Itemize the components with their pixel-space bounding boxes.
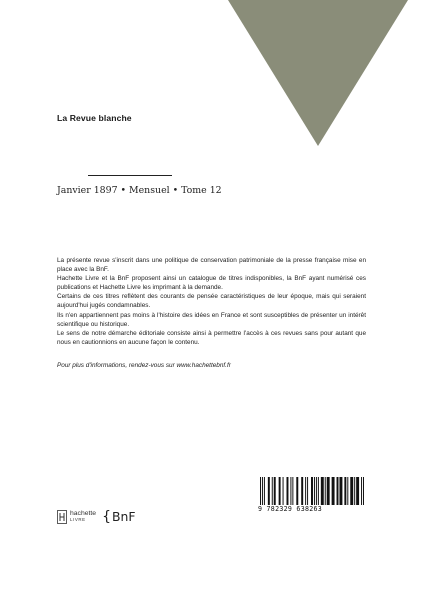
notice-paragraph: Hachette Livre et la BnF proposent ainsi un catalogue de titres indisponibles, la BnF ayant numérisé ces publications et Hachette Livre les imprimant à la demande. bbox=[57, 275, 366, 292]
notice-paragraph: Certains de ces titres reflètent des courants de pensée caractéristiques de leur époque, mais qui seraient aujourd'hui jugés condamnables. bbox=[57, 293, 366, 310]
barcode-bar bbox=[350, 477, 353, 505]
barcode-bar bbox=[321, 477, 324, 505]
barcode-bar bbox=[264, 477, 265, 505]
barcode-bar bbox=[311, 477, 313, 505]
barcode-bar bbox=[356, 477, 359, 505]
isbn-number: 9 782329 638263 bbox=[258, 505, 323, 513]
barcode-bar bbox=[260, 477, 261, 505]
barcode-bar bbox=[305, 477, 306, 505]
notice-paragraph: Le sens de notre démarche éditoriale consiste ainsi à permettre l'accès à ces revues sans pour autant que nous en cautionnions en aucune façon le contenu. bbox=[57, 329, 366, 346]
barcode-bar bbox=[339, 477, 342, 505]
barcode-bar bbox=[272, 477, 273, 505]
isbn-barcode bbox=[258, 474, 366, 516]
barcode-bar bbox=[268, 477, 270, 505]
notice-paragraph: Ils n'en appartiennent pas moins à l'histoire des idées en France et sont susceptibles de présenter un intérêt scientifique ou historique. bbox=[57, 311, 366, 328]
hachette-h-icon bbox=[57, 510, 67, 524]
more-info-text: Pour plus d'informations, rendez-vous sur www.hachettebnf.fr bbox=[57, 362, 231, 369]
barcode-bar bbox=[307, 477, 308, 505]
barcode-bar bbox=[332, 477, 335, 505]
barcode-bar bbox=[347, 477, 348, 505]
hachette-livre-label: LIVRE bbox=[70, 517, 86, 522]
barcode-bar bbox=[274, 477, 276, 505]
barcode-bar bbox=[290, 477, 291, 505]
barcode-bar bbox=[363, 477, 364, 505]
bnf-brace-icon: { bbox=[102, 509, 111, 525]
barcode-bar bbox=[314, 477, 315, 505]
hachette-livre-logo bbox=[57, 510, 96, 524]
barcode-bar bbox=[344, 477, 346, 505]
barcode-bar bbox=[316, 477, 317, 505]
barcode-bar bbox=[318, 477, 319, 505]
barcode-bar bbox=[279, 477, 281, 505]
barcode-bar bbox=[296, 477, 298, 505]
publisher-logos bbox=[57, 507, 135, 527]
barcode-bar bbox=[354, 477, 355, 505]
hachette-name: hachette bbox=[70, 509, 97, 517]
barcode-bar bbox=[301, 477, 303, 505]
notice-paragraph: La présente revue s'inscrit dans une politique de conservation patrimoniale de la presse française mise en place avec la BnF. bbox=[57, 257, 366, 274]
decorative-triangle bbox=[228, 0, 408, 146]
publisher-notice bbox=[57, 256, 366, 347]
barcode-bar bbox=[327, 477, 330, 505]
barcode-bar bbox=[262, 477, 263, 505]
barcode-bar bbox=[286, 477, 288, 505]
publication-title: La Revue blanche bbox=[57, 113, 132, 123]
barcode-bar bbox=[361, 477, 362, 505]
divider-line bbox=[88, 175, 172, 176]
barcode-bar bbox=[325, 477, 326, 505]
issue-info: Janvier 1897 • Mensuel • Tome 12 bbox=[57, 185, 222, 196]
bnf-logo: BnF bbox=[112, 509, 136, 524]
barcode-bar bbox=[292, 477, 293, 505]
barcode-bar bbox=[337, 477, 339, 505]
barcode-bar bbox=[283, 477, 284, 505]
barcode-bars bbox=[260, 477, 364, 505]
